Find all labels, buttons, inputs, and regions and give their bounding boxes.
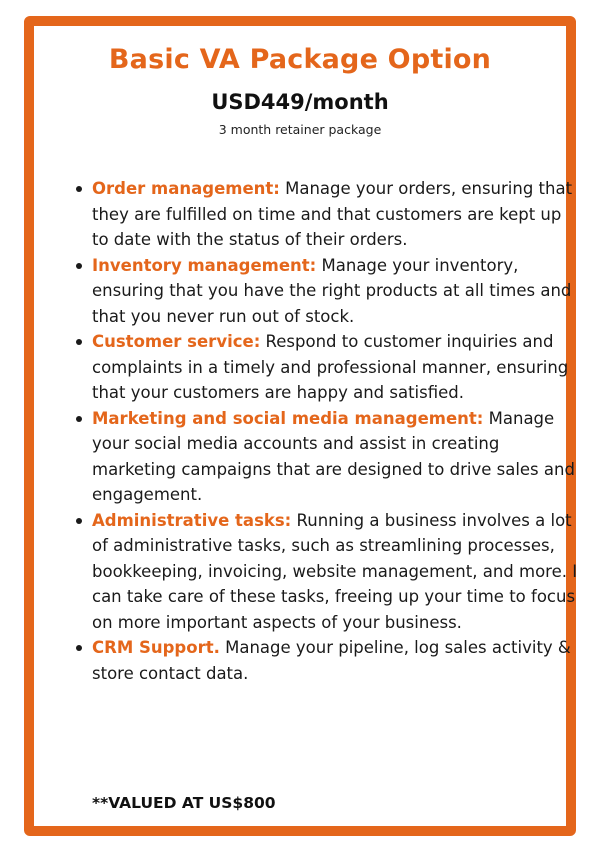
feature-text: Manage your inventory, ensuring that you have the right products at all times and that you never run out of stock. <box>92 255 572 326</box>
feature-item-inventory-management <box>92 253 582 330</box>
feature-item-administrative-tasks <box>92 508 582 636</box>
feature-text: Manage your social media accounts and assist in creating marketing campaigns that are designed to drive sales and engagement. <box>92 408 575 504</box>
feature-item-crm-support <box>92 635 582 686</box>
feature-list <box>60 176 582 686</box>
feature-item-customer-service <box>92 329 582 406</box>
feature-item-marketing <box>92 406 582 508</box>
package-title: Basic VA Package Option <box>108 44 492 75</box>
package-price: USD449/month <box>211 90 389 114</box>
package-subtitle: 3 month retainer package <box>218 122 382 137</box>
feature-title: Order management: <box>92 179 280 198</box>
feature-text: Running a business involves a lot of administrative tasks, such as streamlining processes, bookkeeping, invoicing, website management, and more. I can take care of these tasks, freeing up your time to focus on more important aspects of your business. <box>92 510 578 632</box>
feature-text: Respond to customer inquiries and complaints in a timely and professional manner, ensuring that your customers are happy and satisfied. <box>92 332 569 402</box>
feature-title: Customer service: <box>92 332 261 351</box>
feature-title: Administrative tasks: <box>92 510 292 530</box>
feature-item-order-management <box>92 176 582 253</box>
valued-at-note: **VALUED AT US$800 <box>92 794 276 812</box>
feature-text: Manage your orders, ensuring that they are fulfilled on time and that customers are kept up to date with the status of their orders. <box>92 179 573 249</box>
feature-title: Marketing and social media management: <box>92 408 484 428</box>
feature-title: CRM Support. <box>92 638 220 657</box>
feature-text: Manage your pipeline, log sales activity & store contact data. <box>92 638 571 683</box>
feature-title: Inventory management: <box>92 255 317 275</box>
